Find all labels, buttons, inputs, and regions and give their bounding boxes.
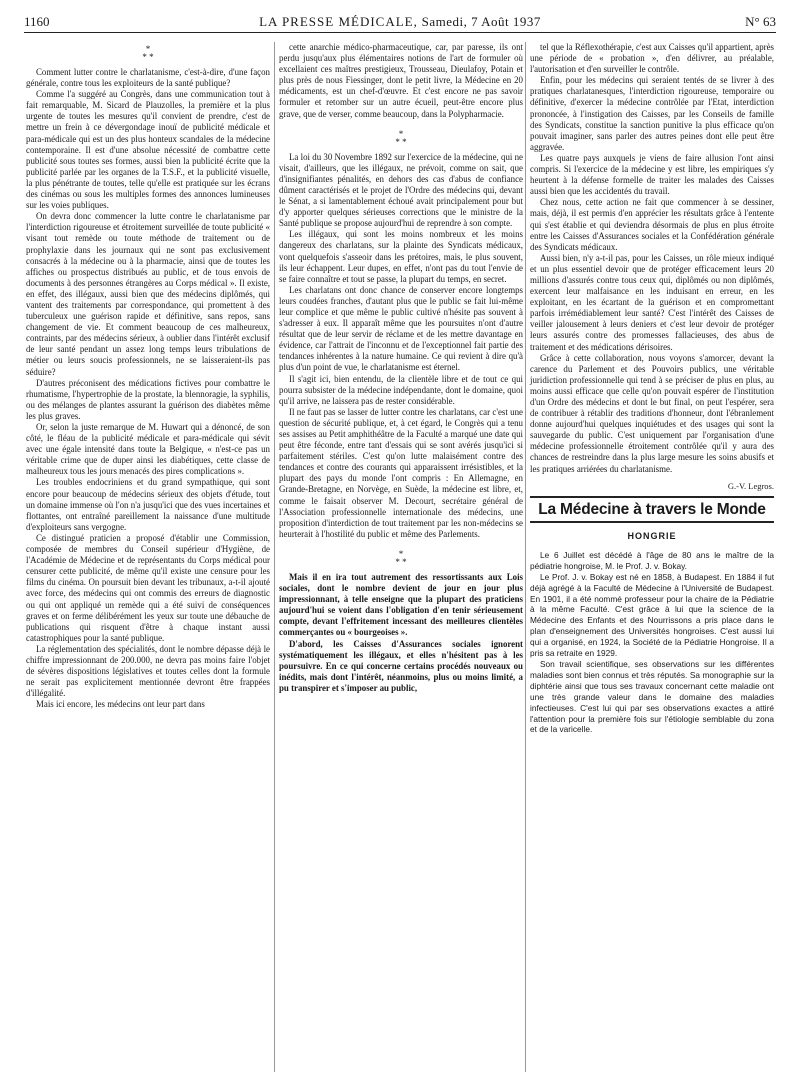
paragraph: La loi du 30 Novembre 1892 sur l'exercice de la médecine, qui ne visait, d'ailleurs, que les illégaux, ne prévoit, comme on sait, que d'insignifiantes pénalités, en dehors des cas d'abus de confiance dûment caractérisés et le projet de l'Ordre des médecins qui, devant le Sénat, a si lamentablement échoué avait principalement pour but d'y apporter quelques sérieuses corrections que le ministre de la Santé publique se propose aujourd'hui de reprendre à son compte.	[279, 151, 523, 229]
col3-text-b	[530, 550, 774, 735]
running-header	[24, 14, 776, 33]
column-2	[279, 42, 523, 694]
paragraph: Son travail scientifique, ses observations sur les différentes maladies sont bien connus et très réputés. Sa monographie sur la diphtérie ainsi que tous ses travaux concernant cette maladie ont une très grande valeur dans le domaine des maladies infectieuses. C'est lui qui par ses observations exactes a attiré l'attention pour la première fois sur l'étiologie semblable du zona et de la varicelle.	[530, 659, 774, 735]
paragraph: Grâce à cette collaboration, nous voyons s'amorcer, devant la carence du Parlement et des Pouvoirs publics, une véritable juridiction professionnelle qui tend à se préciser de plus en plus, au moins aussi efficace que celle qu'on pouvait espérer de l'institution d'un Ordre des médecins et dont le but final, on peut l'espérer, sera de contribuer à rétablir des traditions d'honneur, dont l'ébranlement donne aujourd'hui quelques inquiétudes et des usages qui sont la sauvegarde du public. C'est uniquement par l'organisation d'une médecine professionnelle étroitement contrôlée qu'il y aura des chances de restreindre dans la plus large mesure les soins abusifs et les pratiques arriérées du charlatanisme.	[530, 352, 774, 474]
paragraph: La réglementation des spécialités, dont le nombre dépasse déjà le chiffre impressionnant de 200.000, ne devra pas moins faire l'objet de sévères dispositions législatives et toutes celles dont la formule ne serait pas explicitement mentionnée devront être frappées d'illégalité.	[26, 643, 270, 699]
column-divider	[274, 42, 275, 1072]
section-stars: * * *	[395, 548, 407, 567]
paragraph: Chez nous, cette action ne fait que commencer à se dessiner, mais, déjà, il est permis d'en apprécier les résultats grâce à l'entente qui s'est établie et qui deviendra désormais de plus en plus étroite entre les Caisses d'Assurances sociales et la Confédération générale des Syndicats médicaux.	[530, 197, 774, 252]
paragraph: cette anarchie médico-pharmaceutique, car, par paresse, ils ont perdu jusqu'aux plus élémentaires notions de l'art de formuler où excellaient ces maîtres prestigieux, Trousseau, Dieulafoy, Potain et plus près de nous Fiessinger, dont le petit livre, la Médecine en 20 médicaments, est un chef-d'œuvre. Et c'est encore ne pas savoir formuler et retomber sur un autre écueil, peut-être encore plus grave, que de verser, comme beaucoup, dans la Polypharmacie.	[279, 42, 523, 119]
paragraph: D'abord, les Caisses d'Assurances sociales ignorent systématiquement les illégaux, et elles n'hésitent pas à les poursuivre. En ce qui concerne certains procédés nouveaux ou inédits, mais dont l'intérêt, néanmoins, plus ou moins limité, a pu transpirer et s'imposer au public,	[279, 638, 523, 693]
country-heading: HONGRIE	[627, 530, 677, 541]
paragraph: Les charlatans ont donc chance de conserver encore longtemps leurs coudées franches, d'autant plus que le public se fait lui-même leur complice et que même le public cultivé n'hésite pas souvent à s'adresser à eux. Il apparaît même que les poursuites n'ont d'autre résultat que de leur servir de réclame et de les mettre davantage en évidence, car l'attrait de l'inconnu et de l'exceptionnel fait partie des tendances inhérentes à la nature humaine. Ce qui revient à dire qu'à plus d'un point de vue, le charlatanisme est éternel.	[279, 284, 523, 373]
column-1	[26, 42, 270, 710]
paragraph: Ce distingué praticien a proposé d'établir une Commission, composée de membres du Conseil supérieur d'Hygiène, de l'Académie de Médecine et de représentants du Corps médical pour censurer cette publicité, de même qu'il existe une censure pour les films du cinéma. On poursuit bien devant les tribunaux, a-t-il ajouté avec force, des médecins qui ont commis des erreurs de diagnostic ou qui ont appliqué un remède qui a été suivi de conséquences graves et on ferme délibérément les yeux sur toute une débauche de publications qui risquent d'être à chaque instant aussi catastrophiques pour la santé publique.	[26, 532, 270, 643]
paragraph: Enfin, pour les médecins qui seraient tentés de se livrer à des pratiques charlatanesques, l'interdiction rigoureuse, temporaire ou définitive, d'exercer la médecine contrôlée par l'Etat, interdiction prononcée, à l'instigation des Caisses, par les Conseils de famille des Syndicats, constitue la sanction punitive la plus efficace qu'on pouvait imaginer, sans parler des autres peines dont elle peut être aggravée.	[530, 75, 774, 152]
paragraph: Les quatre pays auxquels je viens de faire allusion l'ont ainsi compris. Si l'exercice de la médecine y est libre, les empiriques s'y heurtent à la défense formelle de traiter les malades des Caisses aussi bien que les accidentés du travail.	[530, 152, 774, 197]
paragraph: Comme l'a suggéré au Congrès, dans une communication tout à fait remarquable, M. Sicard de Plauzolles, la première et la plus urgente de toutes les mesures qu'il convient de prendre, c'est de mettre un frein à ce dévergondage inouï de publicité médicale et para-médicale qui est un des plus honteux scandales de la médecine contemporaine. Il est d'une absolue nécessité de combattre cette publicité sous toutes ses formes, aussi bien la publicité écrite que la publicité parlée par les organes de la T.S.F., et la publicité visuelle, la plus pénétrante de toutes, telle qu'elle est pratiquée sur les écrans des cinémas ou sous les multiples formes des annonces lumineuses sur les voies publiques.	[26, 89, 270, 211]
paragraph: Il ne faut pas se lasser de lutter contre les charlatans, car c'est une question de sécurité publique, et, à cet égard, le Congrès qui a tenu ses assises au Petit amphithéâtre de la Faculté a marqué une date qui peut être féconde, entre tant d'essais qui se sont avérés jusqu'ici si parfaitement stériles. C'est qu'on lutte malaisément contre des tendances et contre des courants qui apparaissent irrésistibles, et la plupart des pays du monde l'ont compris : En Allemagne, en Grande-Bretagne, en Norvège, en Suède, la médecine est libre, et, comme le faisait observer M. Decourt, secrétaire général de l'Association professionnelle internationale des médecins, une proposition d'interdiction de tout traitement par les non-médecins se heurterait à l'hostilité du public et même des Parlements.	[279, 406, 523, 539]
paragraph: Le 6 Juillet est décédé à l'âge de 80 ans le maître de la pédiatrie hongroise, M. le Prof. J. v. Bokay.	[530, 549, 774, 571]
col2-text-c	[279, 572, 523, 694]
paragraph: Mais ici encore, les médecins ont leur part dans	[36, 699, 205, 710]
paragraph: Il s'agit ici, bien entendu, de la clientèle libre et de tout ce qui pourra subsister de la médecine indépendante, dont le domaine, quoi qu'il arrive, ne laissera pas de rester considérable.	[279, 373, 523, 406]
page-number: 1160	[24, 14, 50, 29]
col2-text-a	[279, 42, 523, 120]
column-divider	[525, 42, 526, 1072]
paragraph: tel que la Réflexothérapie, c'est aux Caisses qu'il appartient, après une période de « probation », d'en délivrer, au préalable, l'autorisation et d'en surveiller le contrôle.	[530, 42, 774, 75]
col3-text-a	[530, 42, 774, 475]
journal-name: LA PRESSE MÉDICALE,	[259, 14, 418, 29]
section-stars: * * *	[395, 128, 407, 147]
col2-text-b	[279, 152, 523, 540]
paragraph: Les troubles endocriniens et du grand sympathique, qui sont encore pour beaucoup de médecins sérieux des objets d'étude, tout un domaine immense où l'on n'a jusqu'ici que des vues incertaines et flottantes, ont entraîné pareillement la naissance d'une multitude d'exploiteurs sans vergogne.	[26, 477, 270, 532]
column-3	[530, 42, 774, 735]
paragraph: Les illégaux, qui sont les moins nombreux et les moins dangereux des charlatans, sur la plainte des Syndicats médicaux, vont quelquefois s'asseoir dans les prétoires, mais, le plus souvent, ils leur échappent. Leur dupes, en effet, n'ont pas du tout l'envie de se faire connaître et tout se passe, la plupart du temps, en secret.	[279, 229, 523, 284]
paragraph: Comment lutter contre le charlatanisme, c'est-à-dire, d'une façon générale, contre tous les exploiteurs de la santé publique?	[26, 67, 270, 89]
issue-date: Samedi, 7 Août 1937	[421, 14, 541, 29]
paragraph: On devra donc commencer la lutte contre le charlatanisme par l'interdiction rigoureuse et étroitement surveillée de toute publicité « visant tout remède ou toute méthode de traitement ou de prophylaxie dans les journaux qui ne sont pas exclusivement consacrés à la médecine ou à la pharmacie, ainsi que de toutes les affiches ou prospectus distribués au public, et de tous envois de documents à des personnes étrangères au Corps médical ». Il existe, en effet, des illégaux, aussi bien que des médecins diplômés, qui vantent des traitements par correspondance, qui promettent à des tuberculeux une guérison rapide et définitive, sans repos, sans changement de vie. Et comment beaucoup de ces malheureux, contraints, par des médecins sérieux, à oublier dans l'intérêt exclusif de leur santé pendant un assez long temps leurs tribulations de métier ou leurs soucis professionnels, ne se laisseraient-ils pas séduire?	[26, 211, 270, 377]
col1-text	[26, 67, 270, 710]
section-stars: * * *	[142, 44, 154, 62]
paragraph: Aussi bien, n'y a-t-il pas, pour les Caisses, un rôle mieux indiqué et un plus essentiel devoir que de protéger efficacement leurs 20 millions d'assurés contre tous ceux qui, diplômés ou non diplômés, exercent leur malfaisance en les induisant en erreur, en les exploitant, en les écartant de la guérison et en compromettant parfois irrémédiablement leur santé? C'est l'intérêt des Caisses de veiller jalousement à leurs deniers et c'est leur devoir de protéger leurs assurés contre des promesses fallacieuses, des abus de traitement et des médications dérisoires.	[530, 252, 774, 352]
issue-number: N° 63	[745, 14, 776, 29]
paragraph: Or, selon la juste remarque de M. Huwart qui a dénoncé, de son côté, le fléau de la publicité médicale et para-médicale qui sévit avec une égale intensité dans toute la Belgique, « n'est-ce pas un véritable crime que de duper ainsi les diabétiques, cette classe de malheureux tous les jours menacés des pires complications ».	[26, 422, 270, 477]
paragraph: Mais il en ira tout autrement des ressortissants aux Lois sociales, dont le nombre devient de jour en jour plus impressionnant, à telle enseigne que la plupart des praticiens aujourd'hui se voient dans l'obligation d'en tenir sérieusement compte, devant l'effritement incessant des meilleures clientèles commerçantes ou « bourgeoises ».	[279, 571, 523, 638]
rubric-heading: La Médecine à travers le Monde	[530, 496, 774, 523]
journal-title	[24, 14, 776, 30]
paragraph: Le Prof. J. v. Bokay est né en 1858, à Budapest. En 1884 il fut déjà agrégé à la Faculté de Médecine à l'Université de Budapest. En 1901, il a été nommé professeur pour la chaire de la Pédiatrie à la même Faculté. C'est grâce à lui que la science de la Médecine des Enfants et des Nourrissons a pris place dans le plan d'enseignement des Universités hongroises. C'est aussi lui qui a organisé, en 1924, la Société de la Pédiatrie Hongroise. Il a pris sa retraite en 1929.	[530, 571, 774, 659]
paragraph: D'autres préconisent des médications fictives pour combattre le rhumatisme, l'hypertrophie de la prostate, la blennoragie, la syphilis, ou des mélanges de plantes assurant la guérison des diabètes même les plus graves.	[26, 377, 270, 421]
author-signature: G.-V. Legros.	[727, 480, 774, 491]
